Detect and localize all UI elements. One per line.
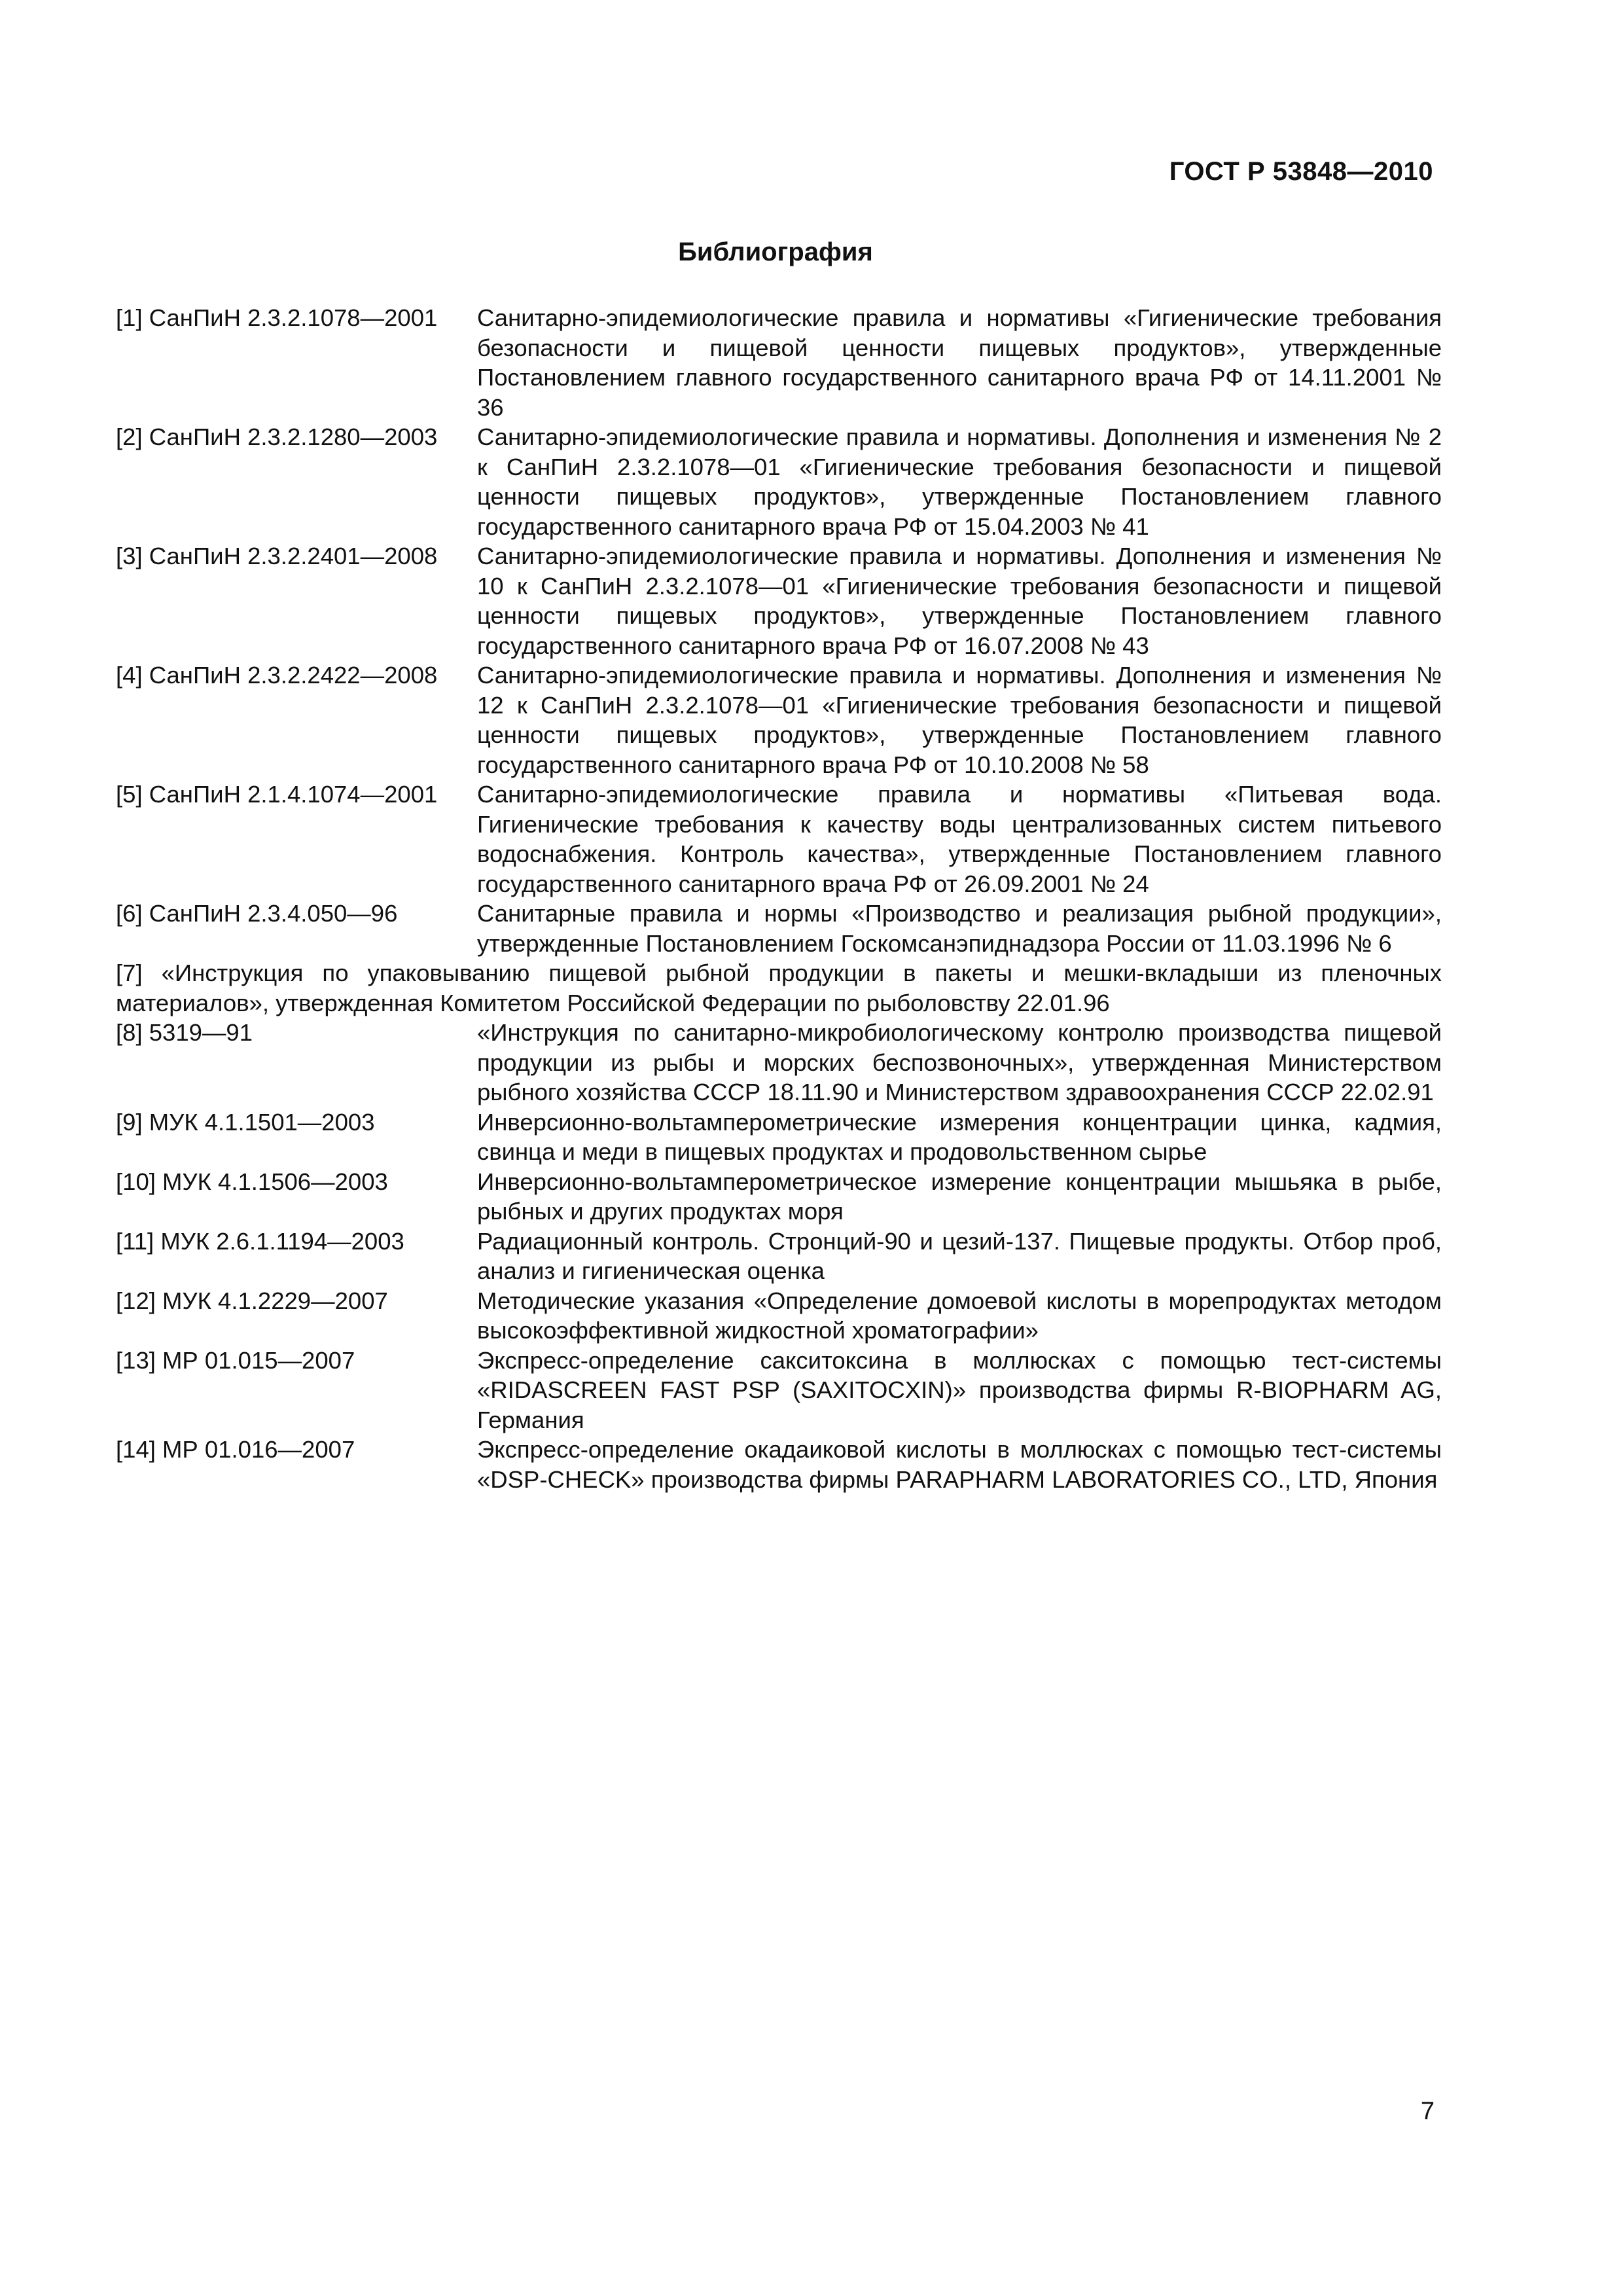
bibliography-entry — [116, 422, 1442, 541]
bibliography-entry — [116, 780, 1442, 899]
bibliography-entry — [116, 303, 1442, 422]
entry-reference: [10] МУК 4.1.1506—2003 — [116, 1168, 388, 1195]
bibliography-entry — [116, 1107, 1442, 1167]
bibliography-entry — [116, 1167, 1442, 1227]
entry-description: Санитарно-эпидемиологические правила и нормативы. Дополнения и изменения № 12 к СанПиН 2.3.2.1078—01 «Гигиенические требования безопасности и пищевой ценности пищевых продуктов», утвержденные Постановлением главного государственного санитарного врача РФ от 10.10.2008 № 58 — [477, 662, 1442, 778]
bibliography-list — [116, 303, 1442, 1494]
entry-reference: [9] МУК 4.1.1501—2003 — [116, 1108, 375, 1136]
entry-reference: [2] СанПиН 2.3.2.1280—2003 — [116, 423, 438, 450]
entry-reference: [6] СанПиН 2.3.4.050—96 — [116, 900, 398, 927]
entry-description: Экспресс-определение сакситоксина в моллюсках с помощью тест-системы «RIDASCREEN FAST PSP (SAXITOCXIN)» производства фирмы R-BIOPHARM AG, Германия — [477, 1346, 1442, 1433]
entry-reference: [11] МУК 2.6.1.1194—2003 — [116, 1227, 404, 1255]
bibliography-entry — [116, 1435, 1442, 1494]
bibliography-entry — [116, 541, 1442, 660]
bibliography-entry — [116, 958, 1442, 1018]
bibliography-entry — [116, 1286, 1442, 1346]
entry-description: Экспресс-определение окадаиковой кислоты в моллюсках с помощью тест-системы «DSP-CHECK» производства фирмы PARAPHARM LABORATORIES CO., LTD, Япония — [477, 1436, 1442, 1493]
entry-reference: [13] МР 01.015—2007 — [116, 1346, 355, 1374]
bibliography-entry — [116, 1346, 1442, 1435]
entry-reference: [8] 5319—91 — [116, 1019, 253, 1046]
entry-reference: [1] СанПиН 2.3.2.1078—2001 — [116, 304, 438, 331]
bibliography-entry — [116, 1018, 1442, 1107]
entry-reference: [3] СанПиН 2.3.2.2401—2008 — [116, 543, 438, 569]
entry-description: Методические указания «Определение домоевой кислоты в морепродуктах методом высокоэффективной жидкостной хроматографии» — [477, 1287, 1442, 1344]
entry-description: Санитарно-эпидемиологические правила и нормативы «Гигиенические требования безопасности и пищевой ценности пищевых продуктов», утвержденные Постановлением главного государственного санитарного врача РФ от 14.11.2001 № 36 — [477, 304, 1442, 421]
bibliography-entry — [116, 899, 1442, 958]
entry-full-text: [7] «Инструкция по упаковыванию пищевой рыбной продукции в пакеты и мешки-вкладыши из пленочных материалов», утвержденная Комитетом Российской Федерации по рыболовству 22.01.96 — [116, 960, 1442, 1016]
entry-description: Инверсионно-вольтамперометрическое измерение концентрации мышьяка в рыбе, рыбных и других продуктах моря — [477, 1168, 1442, 1225]
entry-description: Санитарно-эпидемиологические правила и нормативы. Дополнения и изменения № 10 к СанПиН 2.3.2.1078—01 «Гигиенические требования безопасности и пищевой ценности пищевых продуктов», утвержденные Постановлением главного государственного санитарного врача РФ от 16.07.2008 № 43 — [477, 543, 1442, 659]
document-code: ГОСТ Р 53848—2010 — [1169, 157, 1433, 186]
entry-reference: [12] МУК 4.1.2229—2007 — [116, 1287, 388, 1314]
entry-description: Санитарно-эпидемиологические правила и нормативы «Питьевая вода. Гигиенические требования к качеству воды централизованных систем питьевого водоснабжения. Контроль качества», утвержденные Постановлением главного государственного санитарного врача РФ от 26.09.2001 № 24 — [477, 781, 1442, 897]
page-number: 7 — [1420, 2098, 1435, 2125]
entry-reference: [14] МР 01.016—2007 — [116, 1436, 355, 1463]
entry-description: Радиационный контроль. Стронций-90 и цезий-137. Пищевые продукты. Отбор проб, анализ и гигиеническая оценка — [477, 1227, 1442, 1284]
page-title: Библиография — [678, 238, 873, 266]
entry-description: Санитарно-эпидемиологические правила и нормативы. Дополнения и изменения № 2 к СанПиН 2.3.2.1078—01 «Гигиенические требования безопасности и пищевой ценности пищевых продуктов», утвержденные Постановлением главного государственного санитарного врача РФ от 15.04.2003 № 41 — [477, 423, 1442, 540]
entry-description: Инверсионно-вольтамперометрические измерения концентрации цинка, кадмия, свинца и меди в пищевых продуктах и продовольственном сырье — [477, 1108, 1442, 1165]
entry-reference: [4] СанПиН 2.3.2.2422—2008 — [116, 662, 438, 689]
entry-description: «Инструкция по санитарно-микробиологическому контролю производства пищевой продукции из рыбы и морских беспозвоночных», утвержденная Министерством рыбного хозяйства СССР 18.11.90 и Министерством здравоохранения СССР 22.02.91 — [477, 1019, 1442, 1105]
bibliography-entry — [116, 1227, 1442, 1286]
entry-reference: [5] СанПиН 2.1.4.1074—2001 — [116, 781, 438, 808]
entry-description: Санитарные правила и нормы «Производство и реализация рыбной продукции», утвержденные Постановлением Госкомсанэпиднадзора России от 11.03.1996 № 6 — [477, 900, 1442, 957]
bibliography-entry — [116, 660, 1442, 780]
